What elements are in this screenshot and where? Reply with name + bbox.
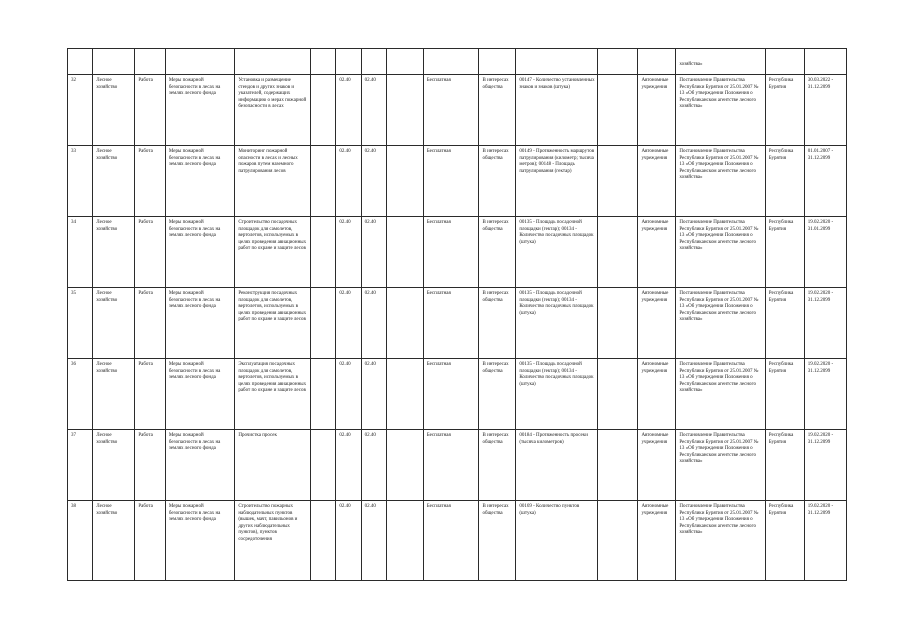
row-number-text: 34 [71, 220, 76, 225]
cell-indicator [516, 288, 598, 359]
cell-recipient [638, 501, 676, 581]
cell-payment [423, 501, 479, 581]
cell-program [165, 217, 234, 288]
payment-text: Бесплатная [426, 291, 451, 296]
cell-code [336, 288, 361, 359]
cell-period [804, 288, 846, 359]
cell-code [336, 75, 361, 146]
cell-payment [423, 359, 479, 430]
cell-empty [638, 49, 676, 75]
cell-program [165, 75, 234, 146]
code-text: 02.40 [339, 504, 351, 509]
table-row [68, 146, 847, 217]
cell-empty [311, 430, 336, 501]
legal-document-text: Постановление Правительства Республики Бурятия от 25.01.2007 № 13 «Об утверждении Положения о Республиканском агентстве лесного хозяйства» [679, 362, 759, 394]
cell-empty [336, 49, 361, 75]
period-text: 01.01.2007 - 31.12.2099 [807, 149, 834, 161]
cell-empty [598, 501, 638, 581]
legal-document-text: хозяйства» [679, 62, 703, 67]
cell-branch [93, 217, 135, 288]
continuation-row [68, 49, 847, 75]
cell-region [765, 146, 804, 217]
cell-empty [598, 217, 638, 288]
interest-text: В интересах общества [482, 220, 509, 232]
table-row [68, 288, 847, 359]
region-text: Республика Бурятия [768, 78, 794, 90]
cell-empty [386, 501, 423, 581]
kind-text: Работа [138, 291, 153, 296]
branch-text: Лесное хозяйство [96, 78, 118, 90]
table-row [68, 430, 847, 501]
cell-interest [479, 288, 516, 359]
cell-region [765, 430, 804, 501]
cell-empty [311, 75, 336, 146]
cell-kind [135, 501, 166, 581]
cell-interest [479, 217, 516, 288]
cell-period [804, 75, 846, 146]
cell-work-name [235, 359, 311, 430]
interest-text: В интересах общества [482, 433, 509, 445]
program-text: Меры пожарной безопасности в лесах на землях лесного фонда [168, 291, 221, 310]
cell-legal-document [676, 359, 765, 430]
legal-document-text: Постановление Правительства Республики Бурятия от 25.01.2007 № 13 «Об утверждении Положения о Республиканском агентстве лесного хозяйства» [679, 291, 759, 323]
registry-table [67, 48, 847, 581]
kind-text: Работа [138, 220, 153, 225]
work-name-text: Прочистка просек [238, 433, 277, 438]
cell-recipient [638, 75, 676, 146]
row-number-text: 33 [71, 149, 76, 154]
payment-text: Бесплатная [426, 149, 451, 154]
cell-branch [93, 430, 135, 501]
cell-region [765, 288, 804, 359]
cell-empty [598, 288, 638, 359]
cell-legal-document [676, 501, 765, 581]
cell-region [765, 217, 804, 288]
cell-recipient [638, 146, 676, 217]
cell-period [804, 146, 846, 217]
cell-work-name [235, 75, 311, 146]
cell-indicator [516, 75, 598, 146]
code-text: 02.40 [339, 220, 351, 225]
row-number-text: 36 [71, 362, 76, 367]
cell-work-name [235, 501, 311, 581]
cell-code [336, 501, 361, 581]
cell-legal-document [676, 217, 765, 288]
cell-row-number [68, 146, 93, 217]
branch-text: Лесное хозяйство [96, 433, 118, 445]
cell-region [765, 359, 804, 430]
cell-period [804, 217, 846, 288]
payment-text: Бесплатная [426, 504, 451, 509]
cell-code [361, 359, 386, 430]
cell-work-name [235, 146, 311, 217]
cell-row-number [68, 75, 93, 146]
cell-empty [386, 146, 423, 217]
program-text: Меры пожарной безопасности в лесах на землях лесного фонда [168, 78, 221, 97]
cell-empty [386, 359, 423, 430]
cell-empty [311, 49, 336, 75]
kind-text: Работа [138, 504, 153, 509]
cell-code [361, 217, 386, 288]
cell-row-number [68, 430, 93, 501]
branch-text: Лесное хозяйство [96, 149, 118, 161]
cell-code [336, 430, 361, 501]
cell-empty [598, 430, 638, 501]
cell-work-name [235, 288, 311, 359]
table-row [68, 359, 847, 430]
cell-empty [386, 75, 423, 146]
cell-interest [479, 430, 516, 501]
recipient-text: Автономные учреждения [641, 149, 669, 161]
cell-code [361, 430, 386, 501]
program-text: Меры пожарной безопасности в лесах на землях лесного фонда [168, 149, 221, 168]
cell-program [165, 146, 234, 217]
table-row [68, 501, 847, 581]
work-name-text: Установка и размещение стендов и других знаков и указателей, содержащих информацию о мерах пожарной безопасности в лесах [238, 78, 307, 110]
code-text: 02.40 [339, 433, 351, 438]
cell-recipient [638, 430, 676, 501]
code-text: 02.40 [364, 433, 376, 438]
cell-empty [386, 217, 423, 288]
work-name-text: Реконструкция посадочных площадок для самолетов, вертолетов, используемых в целях проведения авиационных работ по охране и защите лесов [238, 291, 307, 323]
cell-empty [93, 49, 135, 75]
kind-text: Работа [138, 149, 153, 154]
period-text: 19.02.2020 - 31.12.2099 [807, 291, 834, 303]
program-text: Меры пожарной безопасности в лесах на землях лесного фонда [168, 362, 221, 381]
cell-legal-document [676, 49, 765, 75]
cell-empty [423, 49, 479, 75]
recipient-text: Автономные учреждения [641, 78, 669, 90]
cell-empty [804, 49, 846, 75]
cell-empty [165, 49, 234, 75]
cell-legal-document [676, 75, 765, 146]
program-text: Меры пожарной безопасности в лесах на землях лесного фонда [168, 433, 221, 452]
indicator-text: 00169 - Количество пунктов (штука) [519, 504, 580, 516]
cell-empty [479, 49, 516, 75]
program-text: Меры пожарной безопасности в лесах на землях лесного фонда [168, 220, 221, 239]
cell-empty [598, 146, 638, 217]
interest-text: В интересах общества [482, 291, 509, 303]
branch-text: Лесное хозяйство [96, 504, 118, 516]
cell-code [336, 359, 361, 430]
cell-branch [93, 288, 135, 359]
indicator-text: 00149 - Протяженность маршрутов патрулирования (километр; тысяча метров); 00148 - Площадь патрулирования (гектар) [519, 149, 595, 174]
cell-payment [423, 430, 479, 501]
indicator-text: 00135 - Площадь посадочной площадки (гектар); 00134 - Количество посадочных площадок (штука) [519, 291, 594, 316]
branch-text: Лесное хозяйство [96, 362, 118, 374]
table-row [68, 75, 847, 146]
legal-document-text: Постановление Правительства Республики Бурятия от 25.01.2007 № 13 «Об утверждении Положения о Республиканском агентстве лесного хозяйства» [679, 504, 759, 536]
cell-empty [598, 75, 638, 146]
work-name-text: Строительство пожарных наблюдательных пунктов (вышек, мачт, павильонов и других наблюдательных пунктов), пунктов сосредоточения [238, 504, 298, 542]
cell-code [336, 146, 361, 217]
cell-region [765, 75, 804, 146]
cell-period [804, 501, 846, 581]
program-text: Меры пожарной безопасности в лесах на землях лесного фонда [168, 504, 221, 523]
cell-interest [479, 75, 516, 146]
cell-kind [135, 430, 166, 501]
cell-indicator [516, 359, 598, 430]
recipient-text: Автономные учреждения [641, 433, 669, 445]
recipient-text: Автономные учреждения [641, 362, 669, 374]
work-name-text: Мониторинг пожарной опасности в лесах и лесных пожаров путем наземного патрулирования лесов [238, 149, 298, 174]
cell-empty [361, 49, 386, 75]
cell-empty [516, 49, 598, 75]
cell-empty [311, 217, 336, 288]
legal-document-text: Постановление Правительства Республики Бурятия от 25.01.2007 № 13 «Об утверждении Положения о Республиканском агентстве лесного хозяйства» [679, 149, 759, 181]
cell-empty [311, 146, 336, 217]
cell-recipient [638, 359, 676, 430]
payment-text: Бесплатная [426, 220, 451, 225]
code-text: 02.40 [364, 291, 376, 296]
cell-program [165, 430, 234, 501]
region-text: Республика Бурятия [768, 149, 794, 161]
cell-kind [135, 288, 166, 359]
legal-document-text: Постановление Правительства Республики Бурятия от 25.01.2007 № 13 «Об утверждении Положения о Республиканском агентстве лесного хозяйства» [679, 433, 759, 465]
cell-region [765, 501, 804, 581]
payment-text: Бесплатная [426, 362, 451, 367]
branch-text: Лесное хозяйство [96, 220, 118, 232]
cell-legal-document [676, 288, 765, 359]
cell-kind [135, 146, 166, 217]
legal-document-text: Постановление Правительства Республики Бурятия от 25.01.2007 № 13 «Об утверждении Положения о Республиканском агентстве лесного хозяйства» [679, 220, 759, 252]
code-text: 02.40 [339, 149, 351, 154]
cell-kind [135, 75, 166, 146]
row-number-text: 32 [71, 78, 76, 83]
work-name-text: Эксплуатация посадочных площадок для самолетов, вертолетов, используемых в целях проведения авиационных работ по охране и защите лесов [238, 362, 307, 394]
indicator-text: 00135 - Площадь посадочной площадки (гектар); 00134 - Количество посадочных площадок (штука) [519, 362, 594, 387]
cell-payment [423, 217, 479, 288]
cell-code [361, 75, 386, 146]
indicator-text: 00135 - Площадь посадочной площадки (гектар); 00134 - Количество посадочных площадок (штука) [519, 220, 594, 245]
cell-row-number [68, 217, 93, 288]
cell-empty [135, 49, 166, 75]
interest-text: В интересах общества [482, 149, 509, 161]
cell-legal-document [676, 430, 765, 501]
recipient-text: Автономные учреждения [641, 291, 669, 303]
cell-program [165, 288, 234, 359]
cell-branch [93, 359, 135, 430]
kind-text: Работа [138, 78, 153, 83]
legal-document-text: Постановление Правительства Республики Бурятия от 25.01.2007 № 13 «Об утверждении Положения о Республиканском агентстве лесного хозяйства» [679, 78, 759, 110]
cell-empty [311, 501, 336, 581]
cell-branch [93, 146, 135, 217]
cell-empty [598, 49, 638, 75]
region-text: Республика Бурятия [768, 433, 794, 445]
cell-period [804, 430, 846, 501]
cell-work-name [235, 217, 311, 288]
row-number-text: 38 [71, 504, 76, 509]
code-text: 02.40 [364, 149, 376, 154]
cell-branch [93, 75, 135, 146]
cell-payment [423, 146, 479, 217]
cell-code [361, 501, 386, 581]
code-text: 02.40 [339, 291, 351, 296]
cell-interest [479, 501, 516, 581]
cell-legal-document [676, 146, 765, 217]
kind-text: Работа [138, 362, 153, 367]
period-text: 30.03.2022 - 31.12.2099 [807, 78, 834, 90]
cell-recipient [638, 288, 676, 359]
cell-empty [386, 49, 423, 75]
kind-text: Работа [138, 433, 153, 438]
cell-branch [93, 501, 135, 581]
recipient-text: Автономные учреждения [641, 220, 669, 232]
branch-text: Лесное хозяйство [96, 291, 118, 303]
code-text: 02.40 [364, 504, 376, 509]
cell-payment [423, 75, 479, 146]
cell-row-number [68, 501, 93, 581]
region-text: Республика Бурятия [768, 291, 794, 303]
code-text: 02.40 [339, 362, 351, 367]
cell-payment [423, 288, 479, 359]
code-text: 02.40 [339, 78, 351, 83]
cell-empty [68, 49, 93, 75]
period-text: 19.02.2020 - 31.01.2099 [807, 220, 834, 232]
row-number-text: 35 [71, 291, 76, 296]
cell-program [165, 359, 234, 430]
region-text: Республика Бурятия [768, 504, 794, 516]
payment-text: Бесплатная [426, 433, 451, 438]
payment-text: Бесплатная [426, 78, 451, 83]
work-name-text: Строительство посадочных площадок для самолетов, вертолетов, используемых в целях проведения авиационных работ по охране и защите лесов [238, 220, 307, 252]
cell-period [804, 359, 846, 430]
cell-work-name [235, 430, 311, 501]
cell-row-number [68, 288, 93, 359]
cell-empty [598, 359, 638, 430]
interest-text: В интересах общества [482, 362, 509, 374]
region-text: Республика Бурятия [768, 220, 794, 232]
period-text: 19.02.2020 - 31.12.2099 [807, 362, 834, 374]
cell-interest [479, 359, 516, 430]
cell-empty [311, 288, 336, 359]
cell-empty [386, 288, 423, 359]
cell-indicator [516, 501, 598, 581]
cell-interest [479, 146, 516, 217]
row-number-text: 37 [71, 433, 76, 438]
cell-recipient [638, 217, 676, 288]
cell-indicator [516, 430, 598, 501]
table-row [68, 217, 847, 288]
cell-code [361, 146, 386, 217]
interest-text: В интересах общества [482, 504, 509, 516]
code-text: 02.40 [364, 362, 376, 367]
interest-text: В интересах общества [482, 78, 509, 90]
indicator-text: 00147 - Количество установленных знаков и знаков (штука) [519, 78, 595, 90]
cell-empty [386, 430, 423, 501]
cell-kind [135, 217, 166, 288]
cell-row-number [68, 359, 93, 430]
cell-empty [765, 49, 804, 75]
period-text: 19.02.2020 - 31.12.2099 [807, 433, 834, 445]
cell-code [336, 217, 361, 288]
cell-indicator [516, 146, 598, 217]
code-text: 02.40 [364, 78, 376, 83]
indicator-text: 00184 - Протяженность просеки (тысяча километров) [519, 433, 588, 445]
cell-indicator [516, 217, 598, 288]
cell-program [165, 501, 234, 581]
code-text: 02.40 [364, 220, 376, 225]
cell-empty [235, 49, 311, 75]
region-text: Республика Бурятия [768, 362, 794, 374]
recipient-text: Автономные учреждения [641, 504, 669, 516]
cell-code [361, 288, 386, 359]
period-text: 19.02.2020 - 31.12.2099 [807, 504, 834, 516]
cell-empty [311, 359, 336, 430]
cell-kind [135, 359, 166, 430]
